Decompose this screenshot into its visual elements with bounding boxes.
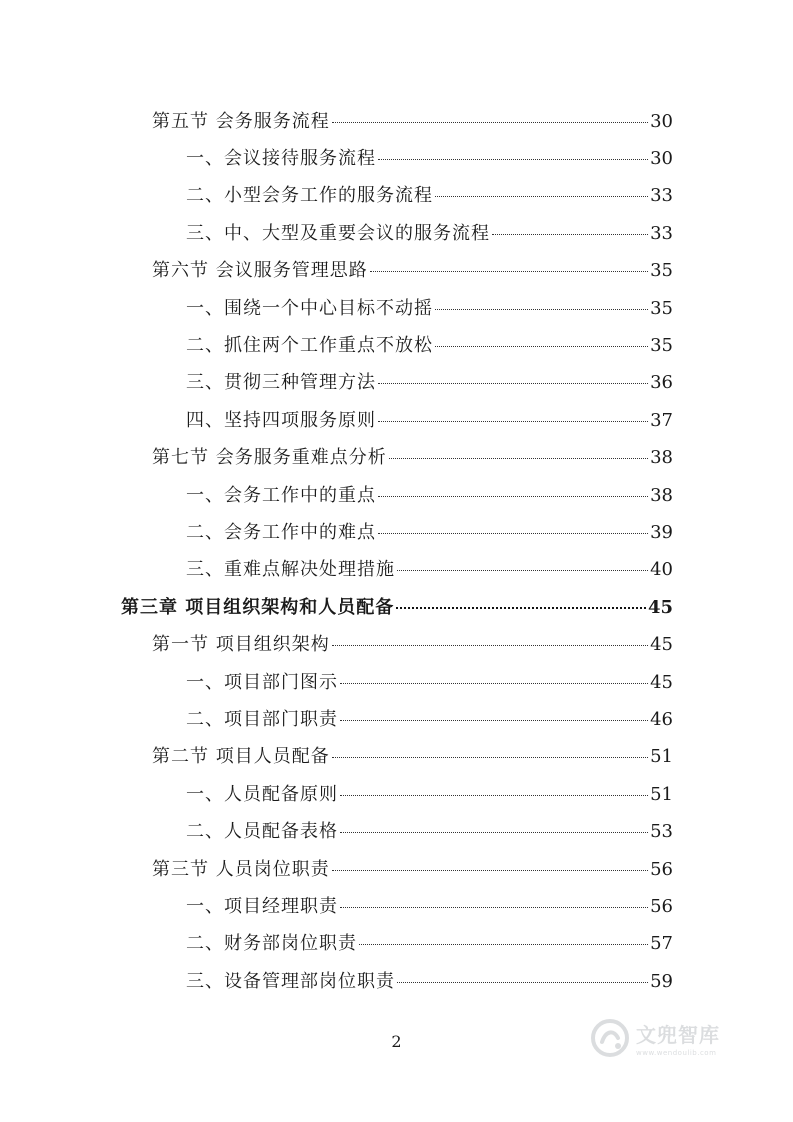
toc-dot-leader [370,271,648,272]
toc-entry-item[interactable] [0,699,793,736]
toc-entry-label: 一、会务工作中的重点 [186,484,376,506]
toc-entry-item[interactable] [0,811,793,848]
wendou-logo-icon [590,1018,630,1058]
toc-dot-leader [340,720,648,721]
toc-entry-label: 一、人员配备原则 [186,783,338,805]
toc-entry-item[interactable] [0,774,793,811]
toc-entry-label: 一、项目部门图示 [186,671,338,693]
toc-dot-leader [332,757,648,758]
toc-dot-leader [340,795,648,796]
toc-entry-section[interactable] [0,251,793,288]
toc-entry-label: 第二节 项目人员配备 [152,746,330,768]
toc-entry-section[interactable] [0,101,793,138]
toc-entry-section[interactable] [0,624,793,661]
table-of-contents [0,101,793,998]
toc-entry-page-number: 33 [650,222,673,244]
toc-dot-leader [435,346,648,347]
toc-entry-item[interactable] [0,475,793,512]
toc-entry-label: 一、围绕一个中心目标不动摇 [186,297,433,319]
toc-entry-page-number: 35 [650,297,673,319]
toc-entry-item[interactable] [0,213,793,250]
watermark-title: 文兜智库 [636,1023,720,1047]
toc-dot-leader [340,832,648,833]
toc-entry-section[interactable] [0,849,793,886]
toc-entry-page-number: 53 [650,821,673,843]
toc-dot-leader [340,907,648,908]
toc-dot-leader [359,944,648,945]
toc-entry-item[interactable] [0,138,793,175]
toc-dot-leader [378,496,648,497]
toc-entry-page-number: 59 [650,970,673,992]
toc-entry-label: 三、设备管理部岗位职责 [186,970,395,992]
toc-entry-label: 二、会务工作中的难点 [186,521,376,543]
toc-entry-item[interactable] [0,400,793,437]
toc-entry-label: 三、中、大型及重要会议的服务流程 [186,222,490,244]
toc-entry-page-number: 30 [650,148,673,170]
toc-entry-item[interactable] [0,961,793,998]
toc-entry-label: 二、财务部岗位职责 [186,933,357,955]
toc-entry-item[interactable] [0,886,793,923]
toc-dot-leader [435,309,648,310]
toc-dot-leader [435,196,648,197]
toc-entry-item[interactable] [0,550,793,587]
toc-entry-page-number: 37 [650,409,673,431]
toc-dot-leader [378,533,648,534]
toc-entry-item[interactable] [0,512,793,549]
toc-entry-item[interactable] [0,662,793,699]
toc-dot-leader [378,383,648,384]
toc-entry-page-number: 35 [650,335,673,357]
toc-entry-label: 第七节 会务服务重难点分析 [152,447,387,469]
toc-entry-item[interactable] [0,176,793,213]
toc-dot-leader [492,234,648,235]
toc-entry-label: 第一节 项目组织架构 [152,634,330,656]
toc-dot-leader [332,122,648,123]
page-number: 2 [391,1032,402,1051]
toc-entry-label: 一、会议接待服务流程 [186,148,376,170]
toc-entry-label: 二、小型会务工作的服务流程 [186,185,433,207]
toc-entry-label: 第五节 会务服务流程 [152,110,330,132]
toc-dot-leader [396,607,646,609]
toc-dot-leader [397,570,648,571]
toc-entry-label: 三、重难点解决处理措施 [186,559,395,581]
toc-dot-leader [389,458,648,459]
toc-entry-chapter[interactable] [0,587,793,624]
toc-entry-label: 二、人员配备表格 [186,821,338,843]
toc-dot-leader [378,421,648,422]
watermark-url: www.wendoulib.com [636,1049,717,1057]
toc-entry-page-number: 46 [650,708,673,730]
toc-entry-page-number: 39 [650,521,673,543]
toc-entry-page-number: 45 [650,671,673,693]
toc-entry-label: 三、贯彻三种管理方法 [186,372,376,394]
toc-entry-label: 第三章 项目组织架构和人员配备 [121,596,395,618]
toc-dot-leader [332,870,648,871]
toc-dot-leader [378,159,648,160]
toc-entry-label: 四、坚持四项服务原则 [186,409,376,431]
toc-dot-leader [340,683,648,684]
toc-entry-label: 第六节 会议服务管理思路 [152,260,368,282]
toc-entry-page-number: 38 [650,484,673,506]
toc-entry-section[interactable] [0,737,793,774]
toc-entry-page-number: 33 [650,185,673,207]
toc-entry-item[interactable] [0,363,793,400]
toc-entry-page-number: 40 [650,559,673,581]
toc-entry-page-number: 36 [650,372,673,394]
toc-entry-label: 一、项目经理职责 [186,895,338,917]
toc-entry-label: 第三节 人员岗位职责 [152,858,330,880]
toc-dot-leader [397,982,648,983]
watermark [590,1018,720,1058]
toc-entry-page-number: 51 [650,746,673,768]
toc-entry-section[interactable] [0,438,793,475]
toc-entry-page-number: 45 [650,634,673,656]
toc-dot-leader [332,645,648,646]
toc-entry-page-number: 56 [650,895,673,917]
toc-entry-page-number: 35 [650,260,673,282]
toc-entry-item[interactable] [0,288,793,325]
toc-entry-page-number: 45 [647,596,673,618]
toc-entry-item[interactable] [0,325,793,362]
toc-entry-label: 二、项目部门职责 [186,708,338,730]
toc-entry-page-number: 57 [650,933,673,955]
toc-entry-page-number: 30 [650,110,673,132]
toc-entry-page-number: 51 [650,783,673,805]
toc-entry-label: 二、抓住两个工作重点不放松 [186,335,433,357]
toc-entry-page-number: 38 [650,447,673,469]
toc-entry-item[interactable] [0,924,793,961]
toc-entry-page-number: 56 [650,858,673,880]
